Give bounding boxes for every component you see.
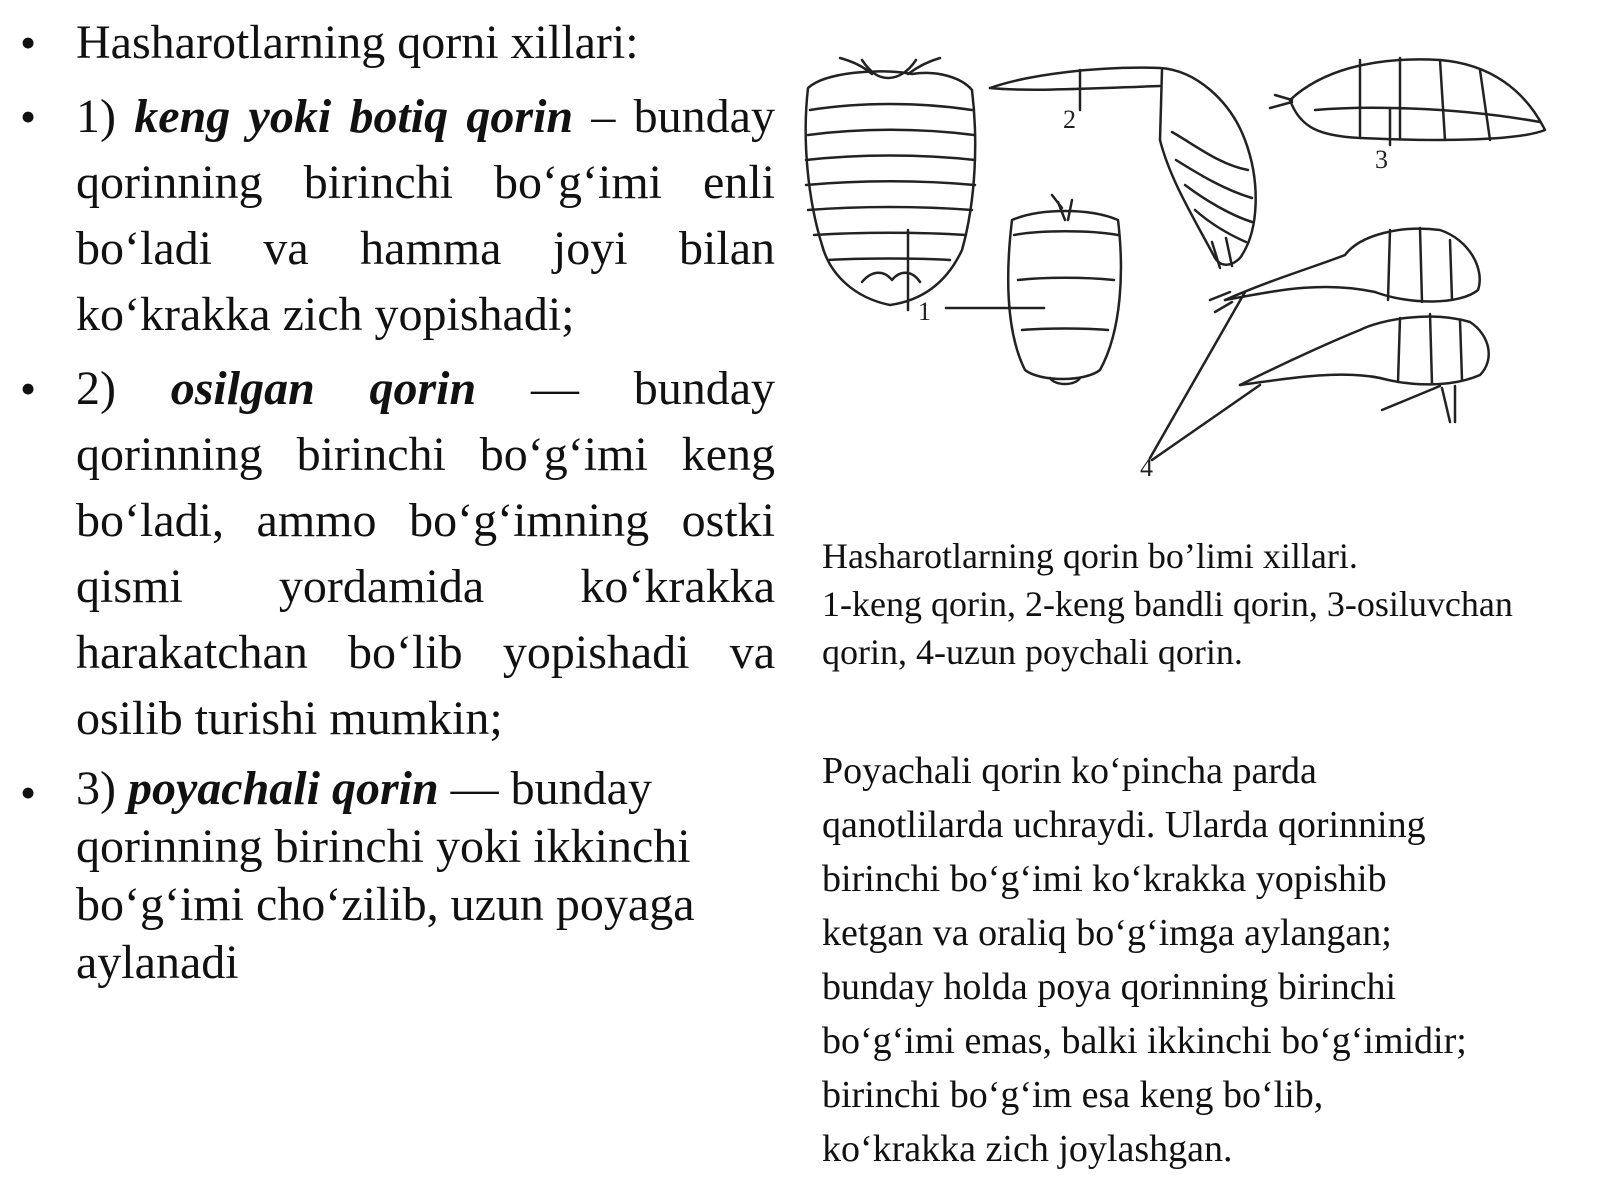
- bullet-dot: •: [20, 767, 37, 818]
- caption-line: 1-keng qorin, 2-keng bandli qorin, 3-osiluvchan: [822, 584, 1513, 624]
- bullet-dot: •: [20, 17, 37, 68]
- bullet-list: [20, 10, 775, 1000]
- paragraph-line: bo‘g‘imi emas, balki ikkinchi bo‘g‘imidir;: [822, 1020, 1467, 1062]
- bullet-item: [20, 356, 775, 752]
- bullet-text-segment: 3): [76, 762, 128, 815]
- figure-label-1: 1: [918, 297, 931, 326]
- broad-abdomen-drawing: [946, 195, 1121, 384]
- bullet-text-segment: – bunday qorinning birinchi bo‘g‘imi enli bo‘ladi va hamma joyi bilan ko‘krakka zich yopishadi;: [76, 90, 775, 341]
- bullet-term: poyachali qorin: [127, 762, 439, 815]
- bullet-item: [20, 760, 775, 992]
- figure-label-4: 4: [1140, 453, 1153, 482]
- paragraph-line: birinchi bo‘g‘imi ko‘krakka yopishib: [822, 858, 1387, 900]
- paragraph-line: bunday holda poya qorinning birinchi: [822, 966, 1397, 1008]
- bullet-term: keng yoki botiq qorin: [134, 90, 574, 143]
- paragraph-line: ko‘krakka zich joylashgan.: [822, 1128, 1233, 1170]
- paragraph-line: qanotlilarda uchraydi. Ularda qorinning: [822, 804, 1426, 846]
- bullet-text: [76, 356, 775, 752]
- figure-caption: [822, 532, 1582, 676]
- stalked-abdomen-drawing: [990, 68, 1256, 268]
- bullet-dot: •: [20, 91, 37, 142]
- bullet-item: [20, 10, 775, 76]
- caption-line: Hasharotlarning qorin bo’limi xillari.: [822, 536, 1358, 576]
- figure-label-3: 3: [1375, 145, 1388, 174]
- bullet-text-segment: — bunday qorinning birinchi yoki ikkinchi bo‘g‘imi cho‘zilib, uzun poyaga aylanadi: [76, 762, 695, 989]
- bullet-dot: •: [20, 363, 37, 414]
- bullet-text-segment: 2): [76, 362, 171, 415]
- paragraph-line: Poyachali qorin ko‘pincha parda: [822, 750, 1317, 792]
- paragraph-line: ketgan va oraliq bo‘g‘imga aylangan;: [822, 912, 1392, 954]
- pendent-abdomen-drawing: [1270, 58, 1545, 145]
- bullet-text-segment: Hasharotlarning qorni xillari:: [76, 16, 639, 69]
- bullet-text: [76, 760, 775, 992]
- long-stalked-abdomen-drawing: [1240, 314, 1489, 422]
- bullet-text-segment: — bunday qorinning birinchi bo‘g‘imi keng bo‘ladi, ammo bo‘g‘imning ostki qismi yordamida ko‘krakka harakatchan bo‘lib yopishadi va osilib turishi mumkin;: [76, 362, 775, 745]
- bullet-term: osilgan qorin: [170, 362, 477, 415]
- insect-abdomen-figure: [800, 30, 1580, 500]
- bullet-text: [76, 84, 775, 348]
- bullet-text: [76, 10, 775, 76]
- long-stalked-abdomen-drawing: [1210, 228, 1480, 312]
- bullet-text-segment: 1): [76, 90, 135, 143]
- broad-abdomen-drawing: [806, 58, 976, 310]
- caption-line: qorin, 4-uzun poychali qorin.: [822, 632, 1243, 672]
- description-paragraph: [822, 744, 1592, 1176]
- paragraph-line: birinchi bo‘g‘im esa keng bo‘lib,: [822, 1074, 1324, 1116]
- figure-label-2: 2: [1063, 105, 1076, 134]
- bullet-item: [20, 84, 775, 348]
